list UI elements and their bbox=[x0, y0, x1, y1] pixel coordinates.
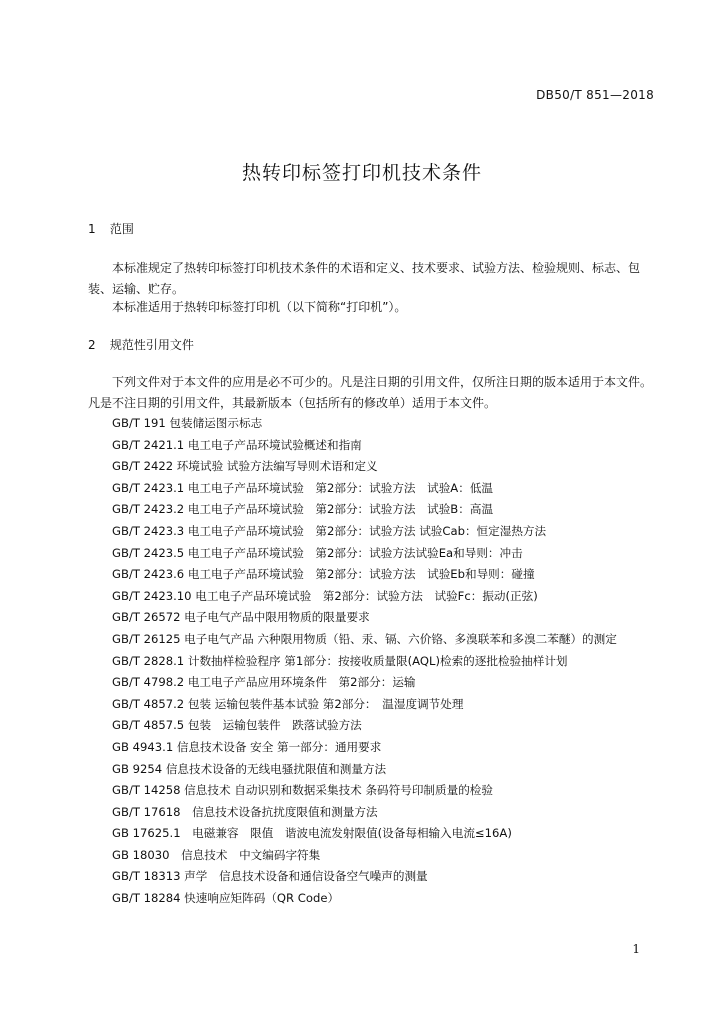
section-2-number: 2 bbox=[88, 338, 96, 352]
reference-item: GB 9254 信息技术设备的无线电骚扰限值和测量方法 bbox=[112, 761, 387, 776]
reference-item: GB 4943.1 信息技术设备 安全 第一部分：通用要求 bbox=[112, 739, 382, 754]
reference-item: GB/T 191 包装储运图示标志 bbox=[112, 416, 263, 430]
reference-item: GB/T 26572 电子电气产品中限用物质的限量要求 bbox=[112, 610, 370, 625]
section-1-number: 1 bbox=[88, 222, 96, 236]
reference-item: GB 18030 信息技术 中文编码字符集 bbox=[112, 847, 321, 862]
page-number: 1 bbox=[632, 942, 640, 956]
reference-item: GB/T 4857.5 包装 运输包装件 跌落试验方法 bbox=[112, 718, 362, 733]
reference-item: GB/T 2423.5 电工电子产品环境试验 第2部分：试验方法试验Ea和导则：冲击 bbox=[112, 545, 523, 560]
reference-item: GB/T 14258 信息技术 自动识别和数据采集技术 条码符号印制质量的检验 bbox=[112, 783, 493, 798]
reference-item: GB/T 2423.6 电工电子产品环境试验 第2部分：试验方法 试验Eb和导则：碰撞 bbox=[112, 567, 535, 582]
reference-item: GB/T 4857.2 包装 运输包装件基本试验 第2部分： 温湿度调节处理 bbox=[112, 696, 464, 711]
document-title: 热转印标签打印机技术条件 bbox=[241, 162, 482, 184]
references-intro: 下列文件对于本文件的应用是必不可少的。凡是注日期的引用文件，仅所注日期的版本适用于本文件。凡是不注日期的引用文件，其最新版本（包括所有的修改单）适用于本文件。 bbox=[88, 375, 653, 410]
reference-item: GB/T 17618 信息技术设备抗扰度限值和测量方法 bbox=[112, 804, 378, 819]
reference-list bbox=[112, 413, 617, 910]
section-1-title: 范围 bbox=[109, 222, 134, 236]
reference-item: GB/T 2828.1 计数抽样检验程序 第1部分：按接收质量限(AQL)检索的逐批检验抽样计划 bbox=[112, 653, 568, 668]
reference-item: GB 17625.1 电磁兼容 限值 谐波电流发射限值(设备每相输入电流≤16A) bbox=[112, 826, 512, 841]
scope-paragraph-1: 本标准规定了热转印标签打印机技术条件的术语和定义、技术要求、试验方法、检验规则、标志、包装、运输、贮存。 bbox=[88, 261, 641, 296]
reference-item: GB/T 2423.10 电工电子产品环境试验 第2部分：试验方法 试验Fc：振动(正弦) bbox=[112, 588, 538, 603]
reference-item: GB/T 2423.2 电工电子产品环境试验 第2部分：试验方法 试验B：高温 bbox=[112, 502, 494, 517]
section-2-heading bbox=[88, 336, 194, 353]
reference-item: GB/T 18284 快速响应矩阵码（QR Code） bbox=[112, 891, 340, 906]
reference-item: GB/T 2423.3 电工电子产品环境试验 第2部分：试验方法 试验Cab：恒定湿热方法 bbox=[112, 523, 547, 538]
reference-item: GB/T 4798.2 电工电子产品应用环境条件 第2部分：运输 bbox=[112, 675, 416, 690]
scope-paragraph-2: 本标准适用于热转印标签打印机（以下简称“打印机”）。 bbox=[112, 300, 407, 314]
section-2-title: 规范性引用文件 bbox=[109, 338, 194, 352]
standard-code: DB50/T 851—2018 bbox=[536, 88, 654, 102]
section-1-heading bbox=[88, 220, 134, 237]
reference-item: GB/T 2421.1 电工电子产品环境试验概述和指南 bbox=[112, 437, 362, 452]
reference-item: GB/T 26125 电子电气产品 六种限用物质（铅、汞、镉、六价铬、多溴联苯和多溴二苯醚）的测定 bbox=[112, 631, 617, 646]
reference-item: GB/T 2422 环境试验 试验方法编写导则术语和定义 bbox=[112, 459, 378, 474]
reference-item: GB/T 2423.1 电工电子产品环境试验 第2部分：试验方法 试验A：低温 bbox=[112, 480, 494, 495]
reference-item: GB/T 18313 声学 信息技术设备和通信设备空气噪声的测量 bbox=[112, 869, 428, 884]
